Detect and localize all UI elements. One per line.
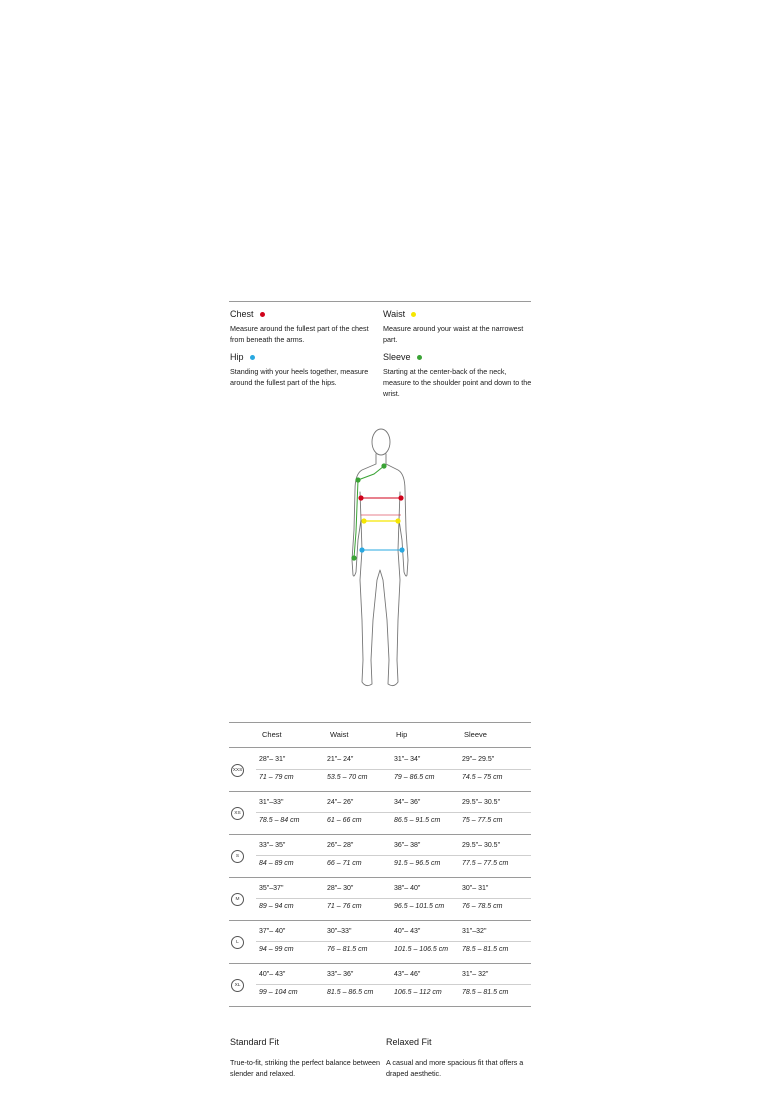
figure-body-outline [352,454,408,686]
size-badge: XL [231,979,244,992]
cell-imperial: 40"– 43" [259,971,286,978]
size-badge: L [231,936,244,949]
cell-metric: 77.5 – 77.5 cm [462,860,509,867]
cell-imperial: 21"– 24" [327,756,354,763]
cell-metric: 74.5 – 75 cm [462,774,503,781]
sleeve-dot-icon [417,355,422,360]
waist-dot-icon [411,312,416,317]
measure-sleeve-desc: Starting at the center-back of the neck, measure to the shoulder point and down to the wrist. [383,367,532,398]
size-badge: S [231,850,244,863]
cell-imperial: 33"– 36" [327,971,354,978]
cell-metric: 84 – 89 cm [259,860,294,867]
chest-dot-left-icon [358,495,363,500]
cell-metric: 78.5 – 81.5 cm [462,946,509,953]
row-bottom-rule [229,963,531,964]
cell-imperial: 38"– 40" [394,885,421,892]
sleeve-dot-neck-icon [381,463,386,468]
hip-dot-left-icon [359,547,364,552]
cell-metric: 76 – 81.5 cm [327,946,368,953]
measure-sleeve-title: Sleeve [383,352,411,362]
cell-metric: 78.5 – 81.5 cm [462,989,509,996]
cell-metric: 106.5 – 112 cm [394,989,442,996]
measure-hip-title: Hip [230,352,244,362]
row-bottom-rule [229,920,531,921]
cell-imperial: 29"– 29.5" [462,756,495,763]
cell-metric: 79 – 86.5 cm [394,774,435,781]
row-bottom-rule [229,834,531,835]
cell-imperial: 33"– 35" [259,842,286,849]
cell-metric: 86.5 – 91.5 cm [394,817,441,824]
col-header-chest: Chest [262,730,282,739]
cell-imperial: 43"– 46" [394,971,421,978]
measure-waist-desc: Measure around your waist at the narrowest part. [383,324,524,344]
fit-standard [230,1037,380,1079]
cell-imperial: 40"– 43" [394,928,421,935]
measure-sleeve [383,351,533,399]
cell-metric: 99 – 104 cm [259,989,298,996]
table-header-rule [229,747,531,748]
cell-metric: 96.5 – 101.5 cm [394,903,445,910]
cell-metric: 71 – 79 cm [259,774,294,781]
col-header-waist: Waist [330,730,349,739]
cell-imperial: 24"– 26" [327,799,354,806]
cell-imperial: 36"– 38" [394,842,421,849]
cell-imperial: 26"– 28" [327,842,354,849]
hip-dot-right-icon [399,547,404,552]
cell-metric: 76 – 78.5 cm [462,903,503,910]
fit-standard-desc: True-to-fit, striking the perfect balance between slender and relaxed. [230,1058,380,1078]
cell-metric: 61 – 66 cm [327,817,362,824]
col-header-hip: Hip [396,730,408,739]
row-mid-rule [256,812,531,813]
measure-chest-title: Chest [230,309,254,319]
cell-metric: 91.5 – 96.5 cm [394,860,441,867]
row-mid-rule [256,941,531,942]
cell-metric: 89 – 94 cm [259,903,294,910]
body-figure [340,420,420,695]
row-mid-rule [256,984,531,985]
cell-imperial: 35"–37" [259,885,284,892]
hip-dot-icon [250,355,255,360]
cell-imperial: 31"– 32" [462,971,489,978]
sleeve-dot-shoulder-icon [355,477,360,482]
cell-imperial: 34"– 36" [394,799,421,806]
row-bottom-rule [229,791,531,792]
row-bottom-rule [229,877,531,878]
cell-metric: 94 – 99 cm [259,946,294,953]
cell-metric: 101.5 – 106.5 cm [394,946,449,953]
top-divider [229,301,531,302]
fit-relaxed [386,1037,536,1079]
chest-dot-icon [260,312,265,317]
row-mid-rule [256,769,531,770]
cell-imperial: 37"– 40" [259,928,286,935]
fit-relaxed-desc: A casual and more spacious fit that offers a draped aesthetic. [386,1058,524,1078]
cell-imperial: 31"–32" [462,928,487,935]
cell-imperial: 29.5"– 30.5" [462,842,501,849]
cell-imperial: 30"– 31" [462,885,489,892]
row-bottom-rule [229,1006,531,1007]
cell-imperial: 29.5"– 30.5" [462,799,501,806]
waist-dot-left-icon [361,518,366,523]
size-badge: XXS [231,764,244,777]
cell-metric: 53.5 – 70 cm [327,774,368,781]
measure-chest-desc: Measure around the fullest part of the chest from beneath the arms. [230,324,369,344]
cell-metric: 66 – 71 cm [327,860,362,867]
row-mid-rule [256,898,531,899]
chest-dot-right-icon [398,495,403,500]
cell-metric: 75 – 77.5 cm [462,817,503,824]
waist-dot-right-icon [395,518,400,523]
measure-hip [230,351,380,388]
size-badge: XS [231,807,244,820]
cell-imperial: 28"– 31" [259,756,286,763]
measure-waist-title: Waist [383,309,406,319]
measure-hip-desc: Standing with your heels together, measure around the fullest part of the hips. [230,367,369,387]
row-mid-rule [256,855,531,856]
cell-metric: 78.5 – 84 cm [259,817,300,824]
cell-imperial: 28"– 30" [327,885,354,892]
measure-chest [230,308,380,345]
cell-imperial: 31"– 34" [394,756,421,763]
cell-imperial: 30"–33" [327,928,352,935]
figure-head [372,429,390,455]
measure-waist [383,308,533,345]
fit-relaxed-title: Relaxed Fit [386,1037,432,1047]
cell-metric: 71 – 76 cm [327,903,362,910]
sleeve-dot-wrist-icon [351,555,356,560]
size-badge: M [231,893,244,906]
table-top-rule [229,722,531,723]
cell-imperial: 31"–33" [259,799,284,806]
col-header-sleeve: Sleeve [464,730,487,739]
fit-standard-title: Standard Fit [230,1037,280,1047]
cell-metric: 81.5 – 86.5 cm [327,989,374,996]
